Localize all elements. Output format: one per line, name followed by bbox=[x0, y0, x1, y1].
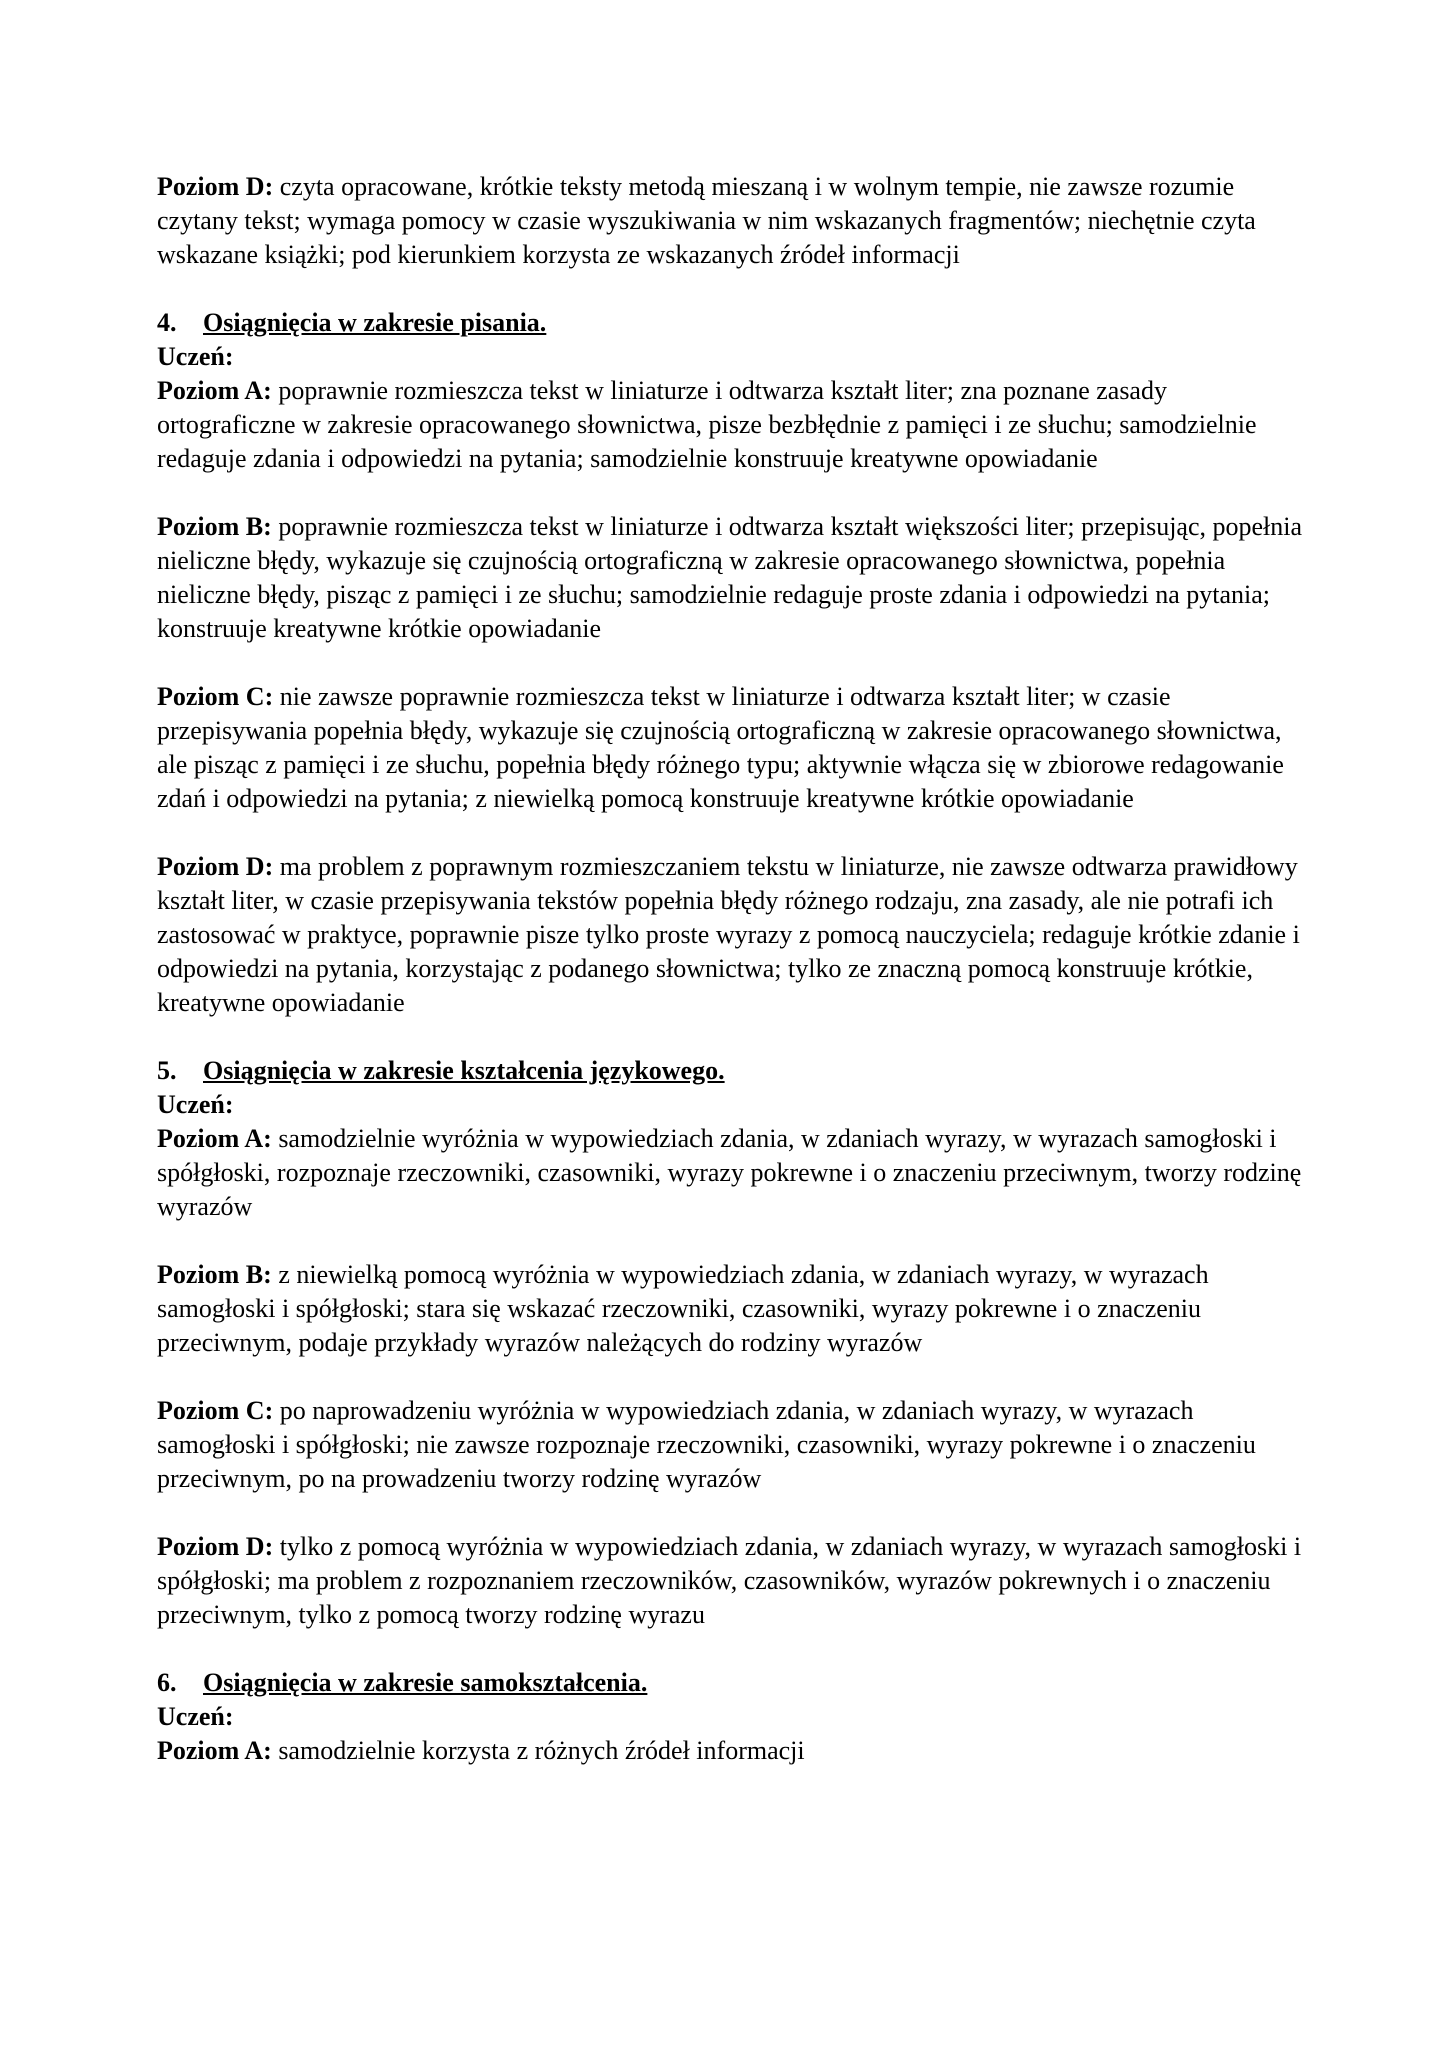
level-text: z niewielką pomocą wyróżnia w wypowiedziach zdania, w zdaniach wyrazy, w wyrazach samogłoski i spółgłoski; stara się wskazać rzeczowniki, czasowniki, wyrazy pokrewne i o znaczeniu przeciwnym, podaje przykłady wyrazów należących do rodziny wyrazów bbox=[157, 1260, 1209, 1357]
section-heading-writing bbox=[157, 306, 1307, 340]
spacer bbox=[157, 1360, 1307, 1394]
section-heading-language bbox=[157, 1054, 1307, 1088]
spacer bbox=[157, 1496, 1307, 1530]
level-text: czyta opracowane, krótkie teksty metodą mieszaną i w wolnym tempie, nie zawsze rozumie czytany tekst; wymaga pomocy w czasie wyszukiwania w nim wskazanych fragmentów; niechętnie czyta wskazane książki; pod kierunkiem korzysta ze wskazanych źródeł informacji bbox=[157, 172, 1256, 269]
level-label: Poziom B: bbox=[157, 512, 272, 541]
section-number: 4. bbox=[157, 308, 177, 337]
level-a-writing bbox=[157, 374, 1307, 476]
level-text: samodzielnie korzysta z różnych źródeł informacji bbox=[271, 1736, 805, 1765]
level-text: po naprowadzeniu wyróżnia w wypowiedziach zdania, w zdaniach wyrazy, w wyrazach samogłoski i spółgłoski; nie zawsze rozpoznaje rzeczowniki, czasowniki, wyrazy pokrewne i o znaczeniu przeciwnym, po na prowadzeniu tworzy rodzinę wyrazów bbox=[157, 1396, 1256, 1493]
level-d-language bbox=[157, 1530, 1307, 1632]
document-page bbox=[157, 170, 1307, 1768]
level-label: Poziom D: bbox=[157, 172, 274, 201]
level-label: Poziom C: bbox=[157, 1396, 274, 1425]
level-text: ma problem z poprawnym rozmieszczaniem tekstu w liniaturze, nie zawsze odtwarza prawidłowy kształt liter, w czasie przepisywania tekstów popełnia błędy różnego rodzaju, zna zasady, ale nie potrafi ich zastosować w praktyce, poprawnie pisze tylko proste wyrazy z pomocą nauczyciela; redaguje krótkie zdanie i odpowiedzi na pytania, korzystając z podanego słownictwa; tylko ze znaczną pomocą konstruuje krótkie, kreatywne opowiadanie bbox=[157, 852, 1300, 1017]
level-text: poprawnie rozmieszcza tekst w liniaturze i odtwarza kształt większości liter; przepisując, popełnia nieliczne błędy, wykazuje się czujnością ortograficzną w zakresie opracowanego słownictwa, popełnia nieliczne błędy, pisząc z pamięci i ze słuchu; samodzielnie redaguje proste zdania i odpowiedzi na pytania; konstruuje kreatywne krótkie opowiadanie bbox=[157, 512, 1303, 643]
spacer bbox=[157, 816, 1307, 850]
level-c-language bbox=[157, 1394, 1307, 1496]
level-text: nie zawsze poprawnie rozmieszcza tekst w liniaturze i odtwarza kształt liter; w czasie przepisywania popełnia błędy, wykazuje się czujnością ortograficzną w zakresie opracowanego słownictwa, ale pisząc z pamięci i ze słuchu, popełnia błędy różnego typu; aktywnie włącza się w zbiorowe redagowanie zdań i odpowiedzi na pytania; z niewielką pomocą konstruuje kreatywne krótkie opowiadanie bbox=[157, 682, 1284, 813]
level-c-writing bbox=[157, 680, 1307, 816]
level-label: Poziom A: bbox=[157, 376, 272, 405]
section-title: Osiągnięcia w zakresie samokształcenia. bbox=[203, 1668, 648, 1697]
level-b-writing bbox=[157, 510, 1307, 646]
level-label: Poziom C: bbox=[157, 682, 274, 711]
spacer bbox=[157, 1020, 1307, 1054]
student-label: Uczeń: bbox=[157, 1090, 234, 1119]
student-label: Uczeń: bbox=[157, 1702, 234, 1731]
spacer bbox=[157, 272, 1307, 306]
level-d-reading bbox=[157, 170, 1307, 272]
level-text: tylko z pomocą wyróżnia w wypowiedziach zdania, w zdaniach wyrazy, w wyrazach samogłoski i spółgłoski; ma problem z rozpoznaniem rzeczowników, czasowników, wyrazów pokrewnych i o znaczeniu przeciwnym, tylko z pomocą tworzy rodzinę wyrazu bbox=[157, 1532, 1302, 1629]
spacer bbox=[157, 476, 1307, 510]
section-title: Osiągnięcia w zakresie pisania. bbox=[203, 308, 547, 337]
level-a-self-learning bbox=[157, 1734, 1307, 1768]
level-text: poprawnie rozmieszcza tekst w liniaturze i odtwarza kształt liter; zna poznane zasady ortograficzne w zakresie opracowanego słownictwa, pisze bezbłędnie z pamięci i ze słuchu; samodzielnie redaguje zdania i odpowiedzi na pytania; samodzielnie konstruuje kreatywne opowiadanie bbox=[157, 376, 1257, 473]
level-b-language bbox=[157, 1258, 1307, 1360]
level-a-language bbox=[157, 1122, 1307, 1224]
section-title: Osiągnięcia w zakresie kształcenia językowego. bbox=[203, 1056, 725, 1085]
level-label: Poziom B: bbox=[157, 1260, 272, 1289]
section-number: 6. bbox=[157, 1668, 177, 1697]
level-label: Poziom D: bbox=[157, 852, 274, 881]
spacer bbox=[157, 1632, 1307, 1666]
spacer bbox=[157, 646, 1307, 680]
student-label: Uczeń: bbox=[157, 342, 234, 371]
level-d-writing bbox=[157, 850, 1307, 1020]
section-heading-self-learning bbox=[157, 1666, 1307, 1700]
level-text: samodzielnie wyróżnia w wypowiedziach zdania, w zdaniach wyrazy, w wyrazach samogłoski i spółgłoski, rozpoznaje rzeczowniki, czasowniki, wyrazy pokrewne i o znaczeniu przeciwnym, tworzy rodzinę wyrazów bbox=[157, 1124, 1302, 1221]
section-number: 5. bbox=[157, 1056, 177, 1085]
level-label: Poziom A: bbox=[157, 1736, 272, 1765]
level-label: Poziom A: bbox=[157, 1124, 272, 1153]
spacer bbox=[157, 1224, 1307, 1258]
level-label: Poziom D: bbox=[157, 1532, 274, 1561]
